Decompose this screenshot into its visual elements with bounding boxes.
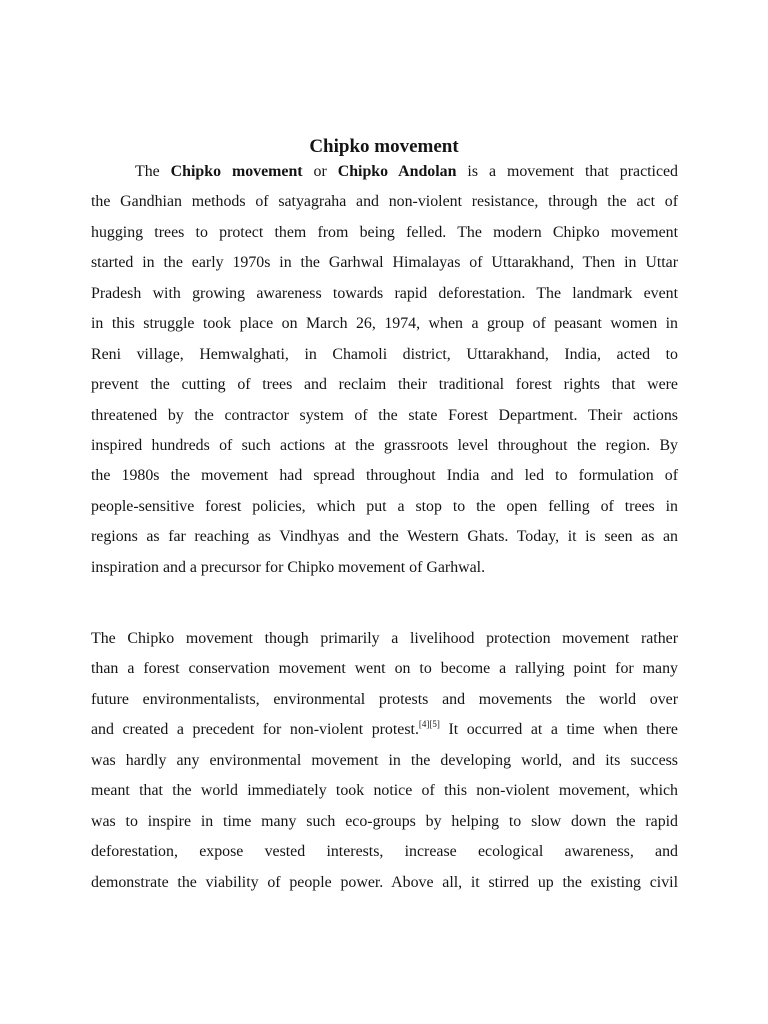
- text-line: The Chipko movement though primarily a livelihood protection movement rather: [91, 630, 678, 647]
- text-line: in this struggle took place on March 26, 1974, when a group of peasant women in: [91, 315, 678, 333]
- text-line: Reni village, Hemwalghati, in Chamoli district, Uttarakhand, India, acted to: [91, 345, 678, 363]
- text-line: demonstrate the viability of people power. Above all, it stirred up the existing civil: [91, 873, 678, 891]
- text-line: than a forest conservation movement went on to become a rallying point for many: [91, 660, 678, 678]
- text-line: the 1980s the movement had spread throughout India and led to formulation of: [91, 467, 678, 485]
- bold-term-chipko-movement: Chipko movement: [170, 163, 303, 180]
- text-line: was hardly any environmental movement in the developing world, and its success: [91, 751, 678, 769]
- text-line: started in the early 1970s in the Garhwal Himalayas of Uttarakhand, Then in Uttar: [91, 254, 678, 272]
- paragraph-2: [91, 624, 678, 898]
- citation-superscript: [4][5]: [418, 719, 440, 730]
- text-line: people-sensitive forest policies, which put a stop to the open felling of trees in: [91, 497, 678, 515]
- text-line: [91, 157, 678, 187]
- text-line: inspiration and a precursor for Chipko movement of Garhwal.: [91, 558, 486, 576]
- text-line: meant that the world immediately took notice of this non-violent movement, which: [91, 782, 678, 800]
- text-line: Pradesh with growing awareness towards rapid deforestation. The landmark event: [91, 284, 678, 302]
- text-line: deforestation, expose vested interests, increase ecological awareness, and: [91, 843, 678, 861]
- bold-term-chipko-andolan: Chipko Andolan: [337, 163, 457, 180]
- text-run: and created a precedent for non-violent protest.: [91, 721, 419, 739]
- text-run: The: [135, 163, 171, 180]
- text-line: inspired hundreds of such actions at the grassroots level throughout the region. By: [91, 436, 678, 454]
- page-title: Chipko movement: [309, 136, 459, 157]
- text-line: [91, 715, 678, 745]
- text-line: was to inspire in time many such eco-groups by helping to slow down the rapid: [91, 812, 678, 830]
- text-line: hugging trees to protect them from being felled. The modern Chipko movement: [91, 223, 678, 241]
- text-run: or: [302, 163, 338, 180]
- text-run: is a movement that practiced: [456, 163, 678, 180]
- text-line: the Gandhian methods of satyagraha and non-violent resistance, through the act of: [91, 193, 678, 211]
- text-line: future environmentalists, environmental protests and movements the world over: [91, 690, 678, 708]
- text-line: prevent the cutting of trees and reclaim their traditional forest rights that were: [91, 376, 678, 394]
- paragraph-1: [91, 157, 678, 583]
- text-line: threatened by the contractor system of the state Forest Department. Their actions: [91, 406, 678, 424]
- text-run: It occurred at a time when there: [439, 721, 678, 739]
- text-line: regions as far reaching as Vindhyas and the Western Ghats. Today, it is seen as an: [91, 528, 678, 546]
